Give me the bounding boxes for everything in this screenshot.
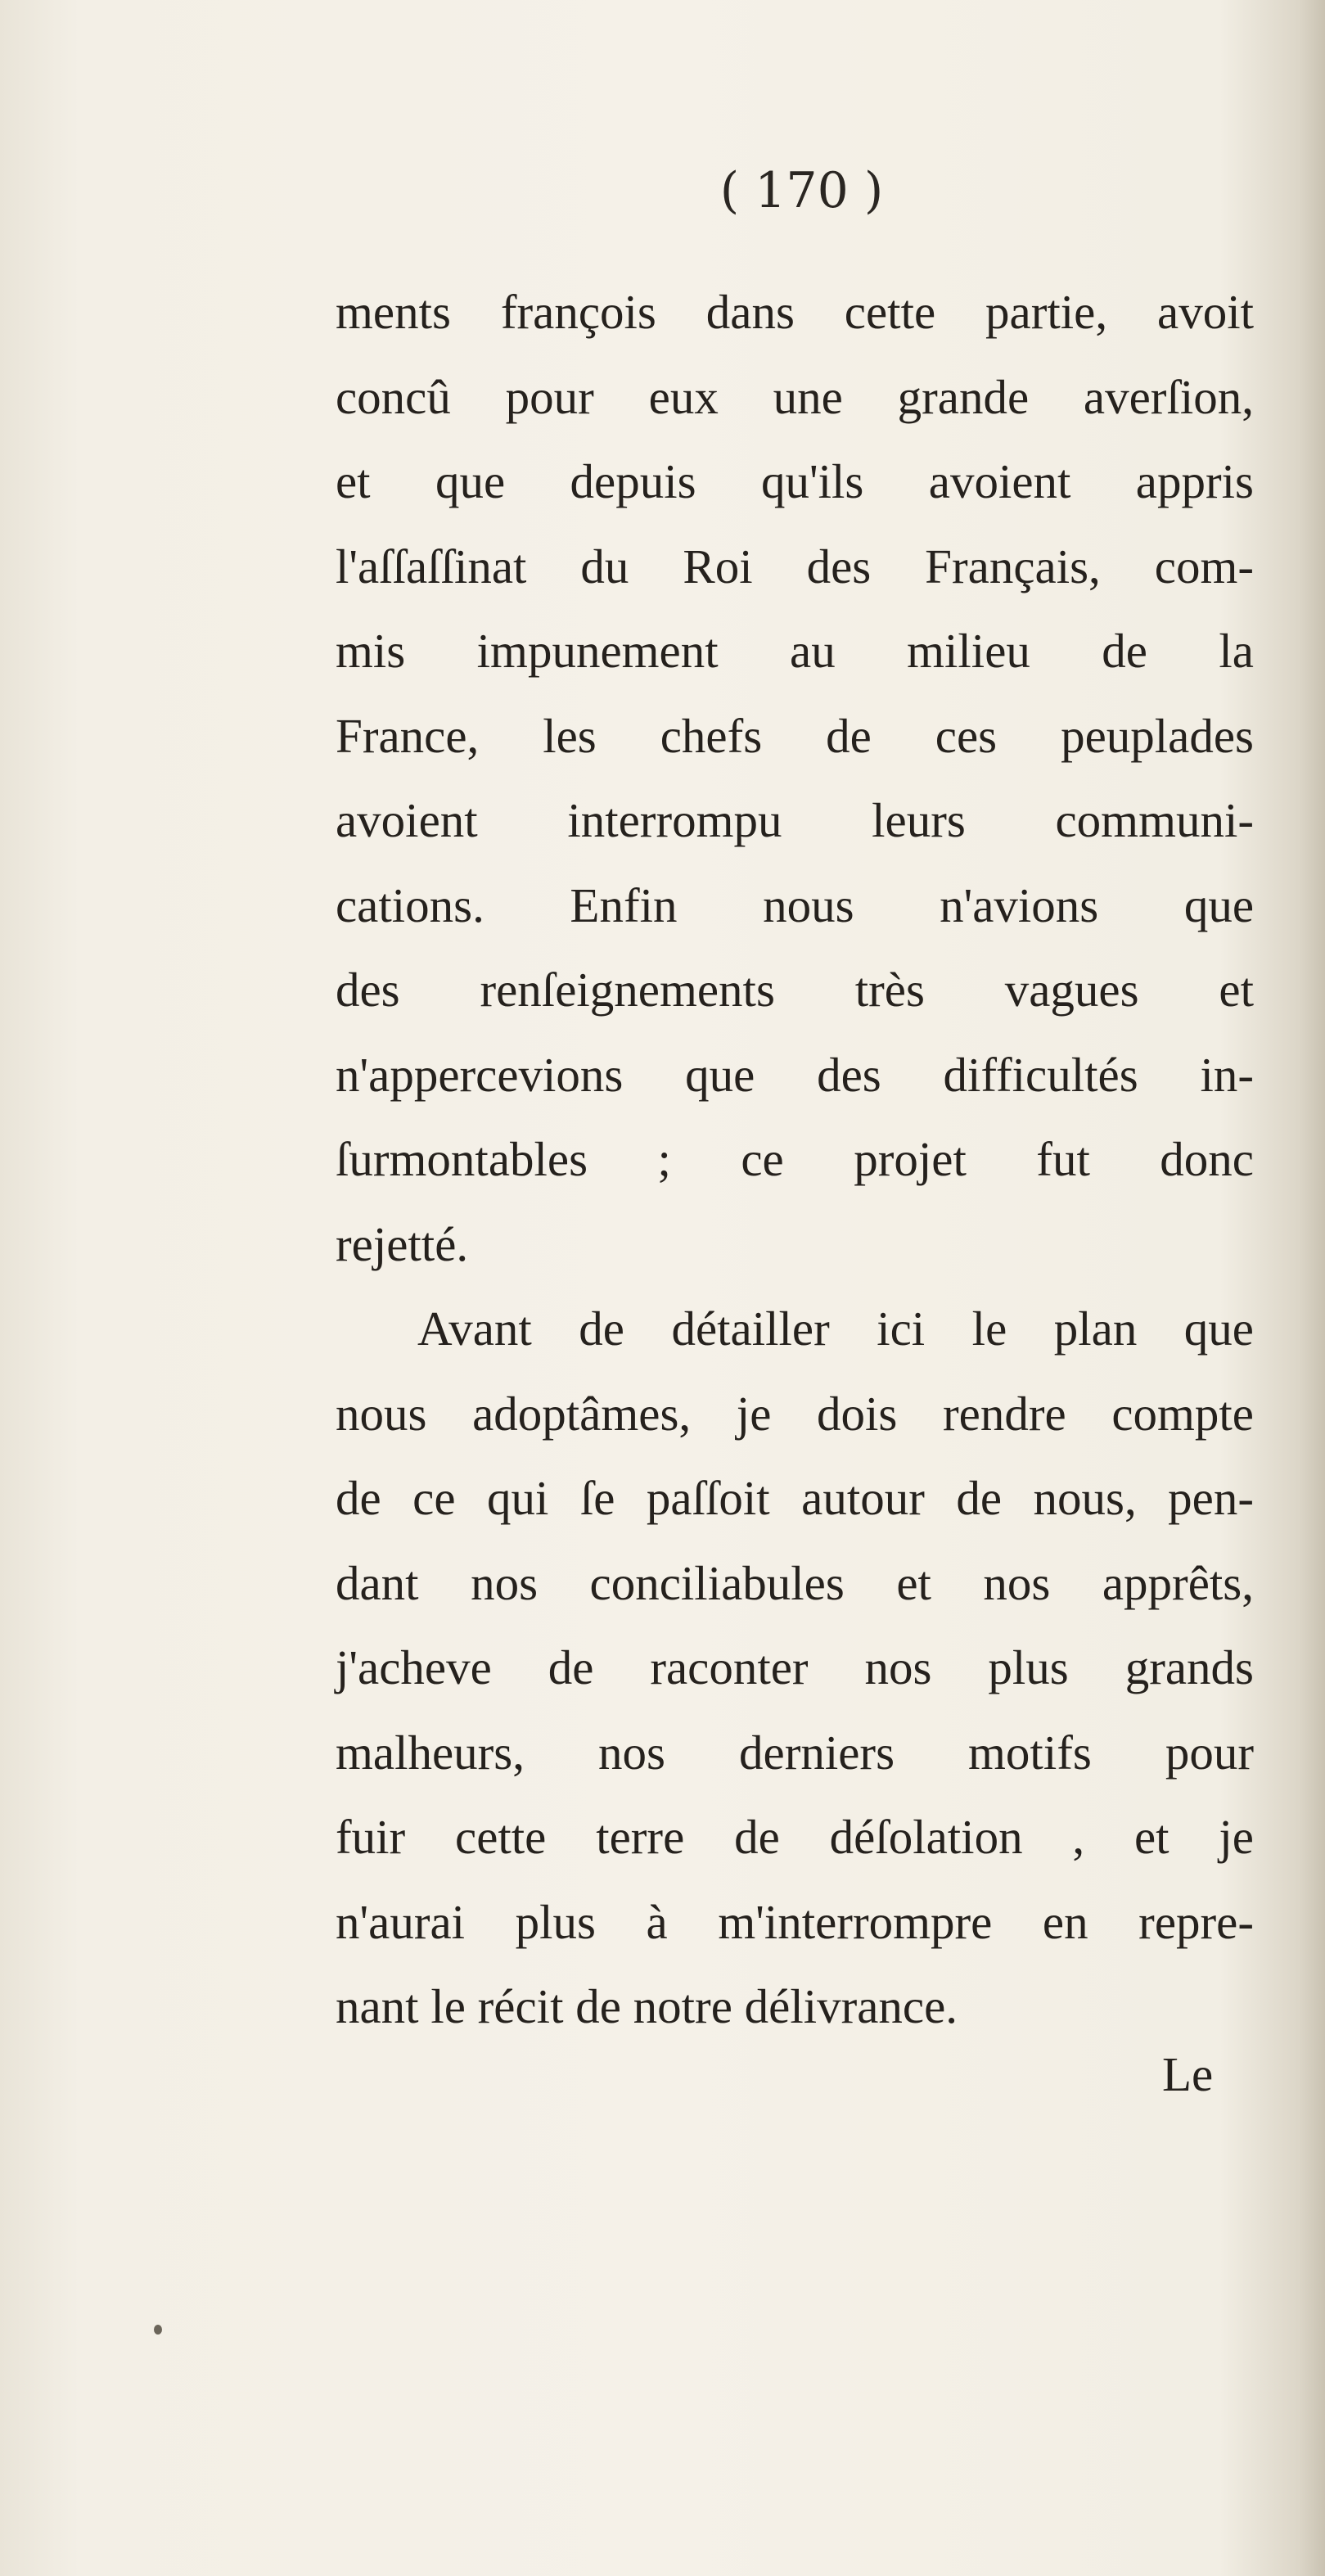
text-line: malheurs, nos derniers motifs pour <box>336 1725 1254 1780</box>
text-line: des renſeignements très vagues et <box>336 963 1254 1017</box>
text-line: j'acheve de raconter nos plus grands <box>336 1640 1254 1694</box>
paragraph-start-line: Avant de détailler ici le plan que <box>417 1302 1254 1356</box>
text-line: ments françois dans cette partie, avoit <box>336 285 1254 339</box>
text-line: l'aſſaſſinat du Roi des Français, com- <box>336 539 1254 593</box>
text-line: avoient interrompu leurs communi- <box>336 793 1254 847</box>
paper-speck <box>154 2325 162 2335</box>
text-line: France, les chefs de ces peuplades <box>336 708 1254 763</box>
text-line: n'appercevions que des difficultés in- <box>336 1047 1254 1102</box>
text-line: nous adoptâmes, je dois rendre compte <box>336 1386 1254 1441</box>
text-line: ſurmontables ; ce projet fut donc <box>336 1132 1254 1186</box>
body-text <box>336 270 1254 2050</box>
text-line: dant nos conciliabules et nos apprêts, <box>336 1555 1254 1610</box>
text-line: concû pour eux une grande averſion, <box>336 369 1254 424</box>
text-line: n'aurai plus à m'interrompre en repre- <box>336 1894 1254 1949</box>
text-line: de ce qui ſe paſſoit autour de nous, pen- <box>336 1471 1254 1525</box>
catchword: Le <box>1162 2047 1214 2101</box>
text-line: fuir cette terre de déſolation , et je <box>336 1810 1254 1864</box>
text-line: cations. Enfin nous n'avions que <box>336 877 1254 932</box>
page-number: ( 170 ) <box>719 162 884 219</box>
paragraph-end-line: rejetté. <box>336 1216 469 1271</box>
text-line: mis impunement au milieu de la <box>336 624 1254 678</box>
paragraph-end-line: nant le récit de notre délivrance. <box>336 1979 958 2033</box>
text-line: et que depuis qu'ils avoient appris <box>336 454 1254 508</box>
